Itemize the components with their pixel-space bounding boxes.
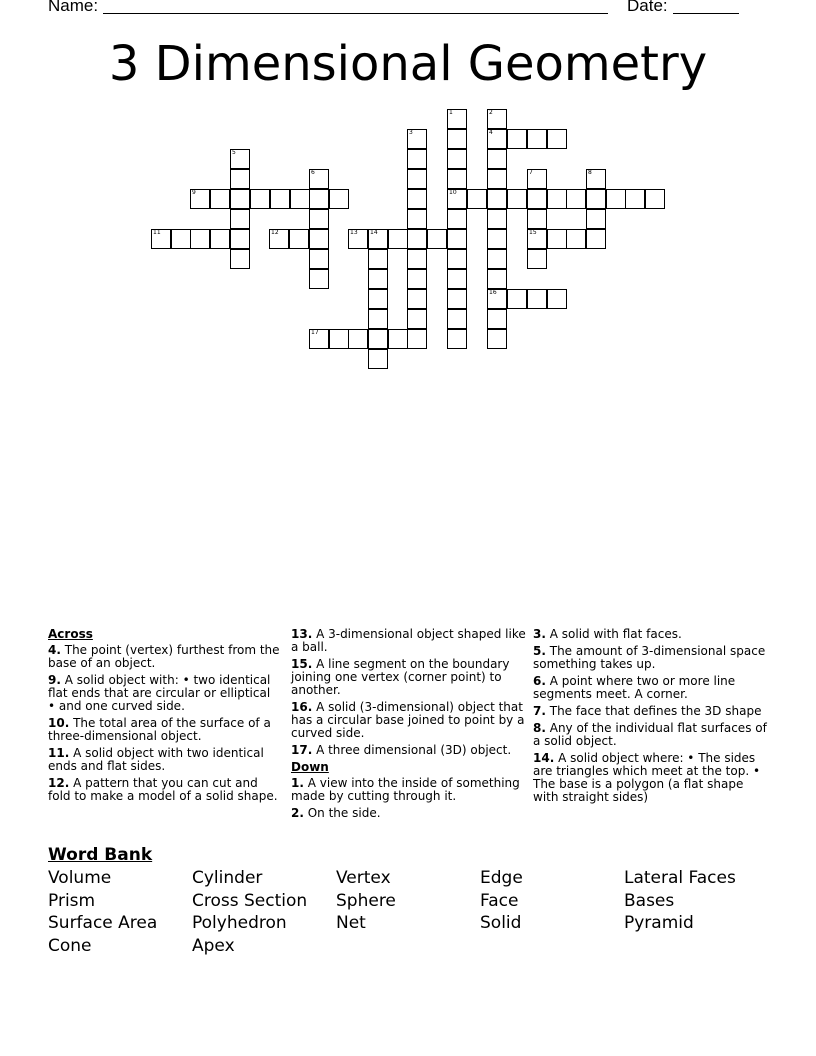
crossword-cell[interactable] [586,189,606,209]
clue-number: 17 [311,329,319,336]
across-heading: Across [48,627,93,641]
crossword-cell[interactable] [487,329,507,349]
clue-item [48,674,280,713]
word-bank-word: Pyramid [624,913,694,933]
clue-item [533,752,768,804]
crossword-cell[interactable] [309,189,329,209]
clue-number: 3. [533,627,546,641]
crossword-cell[interactable] [388,329,408,349]
crossword-cell[interactable] [487,309,507,329]
crossword-cell[interactable] [407,229,427,249]
clue-number: 14. [533,751,555,765]
clue-number: 14 [370,229,378,236]
clue-item [48,644,280,670]
clue-number: 16 [489,289,497,296]
clue-item [291,807,526,820]
crossword-cell[interactable] [527,189,547,209]
clues-column-1 [48,628,280,807]
crossword-cell[interactable] [230,169,250,189]
clue-number: 15. [291,657,313,671]
crossword-cell[interactable] [447,169,467,189]
clue-item [291,658,526,697]
clue-number: 9 [192,189,196,196]
crossword-cell[interactable] [329,329,349,349]
clue-text: On the side. [303,806,381,820]
crossword-grid [0,0,816,400]
crossword-cell[interactable] [606,189,626,209]
clue-number: 5. [533,644,546,658]
crossword-cell[interactable] [190,229,210,249]
crossword-cell[interactable] [368,249,388,269]
clue-text: A view into the inside of something made by cutting through it. [291,776,520,803]
crossword-cell[interactable] [447,289,467,309]
clue-text: A 3-dimensional object shaped like a ball. [291,627,526,654]
clue-number: 3 [409,129,413,136]
crossword-cell[interactable] [407,329,427,349]
crossword-cell[interactable] [407,149,427,169]
crossword-cell[interactable] [407,249,427,269]
crossword-cell[interactable] [507,289,527,309]
clue-item [48,747,280,773]
crossword-cell[interactable] [230,249,250,269]
clue-number: 6 [311,169,315,176]
clue-number: 2 [489,109,493,116]
crossword-cell[interactable] [309,169,329,189]
crossword-cell[interactable] [547,129,567,149]
word-bank-word: Edge [480,868,523,888]
clue-item [533,705,768,718]
crossword-cell[interactable] [487,229,507,249]
crossword-cell[interactable] [586,209,606,229]
crossword-cell[interactable] [527,249,547,269]
clue-number: 12 [271,229,279,236]
crossword-cell[interactable] [368,329,388,349]
word-bank-word: Solid [480,913,522,933]
clue-number: 17. [291,743,313,757]
crossword-cell[interactable] [407,209,427,229]
crossword-cell[interactable] [407,129,427,149]
crossword-cell[interactable] [309,209,329,229]
clue-text: The amount of 3-dimensional space something takes up. [533,644,766,671]
crossword-cell[interactable] [447,309,467,329]
crossword-cell[interactable] [586,169,606,189]
crossword-cell[interactable] [447,129,467,149]
crossword-cell[interactable] [368,349,388,369]
clue-number: 9. [48,673,61,687]
clue-text: A solid (3-dimensional) object that has a circular base joined to point by a curved side. [291,700,525,740]
crossword-cell[interactable] [230,149,250,169]
crossword-cell[interactable] [151,229,171,249]
clue-text: A solid with flat faces. [545,627,682,641]
clue-number: 7 [529,169,533,176]
crossword-cell[interactable] [507,189,527,209]
crossword-cell[interactable] [447,229,467,249]
clue-number: 10. [48,716,70,730]
clue-number: 4 [489,129,493,136]
clue-item [291,701,526,740]
down-heading: Down [291,760,329,774]
word-bank-word: Vertex [336,868,391,888]
crossword-cell[interactable] [368,309,388,329]
clue-text: A solid object with two identical ends and flat sides. [48,746,264,773]
clue-number: 10 [449,189,457,196]
crossword-cell[interactable] [447,329,467,349]
page-title: 3 Dimensional Geometry [108,36,708,92]
crossword-cell[interactable] [645,189,665,209]
clue-text: The point (vertex) furthest from the base of an object. [48,643,280,670]
crossword-cell[interactable] [230,229,250,249]
clue-item [533,628,768,641]
word-bank-word: Prism [48,890,96,911]
crossword-cell[interactable] [407,289,427,309]
clue-number: 16. [291,700,313,714]
clue-item [533,645,768,671]
clues-column-3 [533,628,768,808]
crossword-cell[interactable] [407,189,427,209]
crossword-cell[interactable] [407,309,427,329]
crossword-cell[interactable] [230,209,250,229]
name-label: Name: [48,0,99,15]
clue-number: 11 [153,229,161,236]
clue-number: 1 [449,109,453,116]
crossword-cell[interactable] [566,229,586,249]
clue-text: A pattern that you can cut and fold to make a model of a solid shape. [48,776,278,803]
crossword-cell[interactable] [487,289,507,309]
word-bank-word: Apex [192,935,235,956]
clue-item [291,628,526,654]
crossword-cell[interactable] [547,189,567,209]
date-label: Date: [627,0,668,15]
crossword-cell[interactable] [210,189,230,209]
crossword-cell[interactable] [309,269,329,289]
crossword-cell[interactable] [407,269,427,289]
crossword-cell[interactable] [388,229,408,249]
crossword-cell[interactable] [348,329,368,349]
clue-item [533,675,768,701]
clue-number: 8. [533,721,546,735]
crossword-cell[interactable] [210,229,230,249]
crossword-cell[interactable] [547,289,567,309]
crossword-cell[interactable] [527,229,547,249]
crossword-cell[interactable] [447,149,467,169]
clue-number: 7. [533,704,546,718]
crossword-cell[interactable] [487,129,507,149]
clue-item [291,777,526,803]
clues-column-2 [291,628,526,824]
word-bank-title: Word Bank [48,845,153,865]
clue-text: A three dimensional (3D) object. [312,743,512,757]
crossword-cell[interactable] [625,189,645,209]
crossword-cell[interactable] [527,129,547,149]
crossword-cell[interactable] [487,189,507,209]
clue-item [48,717,280,743]
word-bank-word: Polyhedron [192,913,287,933]
crossword-cell[interactable] [309,249,329,269]
crossword-cell[interactable] [447,249,467,269]
word-bank-word: Volume [48,868,112,888]
crossword-cell[interactable] [190,189,210,209]
word-bank-word: Sphere [336,890,396,911]
clue-text: The total area of the surface of a three-dimensional object. [48,716,271,743]
crossword-cell[interactable] [427,229,447,249]
clue-text: A solid object with: • two identical flat ends that are circular or elliptical • and one curved side. [48,673,271,713]
crossword-cell[interactable] [309,329,329,349]
crossword-cell[interactable] [329,189,349,209]
clue-text: A line segment on the boundary joining one vertex (corner point) to another. [291,657,510,697]
crossword-cell[interactable] [566,189,586,209]
crossword-cell[interactable] [447,189,467,209]
crossword-cell[interactable] [447,269,467,289]
crossword-cell[interactable] [547,229,567,249]
word-bank-word: Face [480,890,519,911]
clue-number: 15 [529,229,537,236]
crossword-cell[interactable] [586,229,606,249]
clue-number: 8 [588,169,592,176]
crossword-cell[interactable] [309,229,329,249]
clue-number: 2. [291,806,304,820]
word-bank-word: Bases [624,890,675,911]
crossword-cell[interactable] [487,109,507,129]
crossword-cell[interactable] [368,269,388,289]
crossword-cell[interactable] [230,189,250,209]
word-bank-word: Cylinder [192,868,263,888]
crossword-cell[interactable] [171,229,191,249]
crossword-cell[interactable] [348,229,368,249]
clue-number: 11. [48,746,70,760]
clue-number: 13 [350,229,358,236]
crossword-cell[interactable] [269,229,289,249]
crossword-cell[interactable] [407,169,427,189]
crossword-cell[interactable] [447,109,467,129]
clue-item [533,722,768,748]
crossword-cell[interactable] [487,149,507,169]
clue-number: 1. [291,776,304,790]
crossword-cell[interactable] [527,209,547,229]
crossword-cell[interactable] [487,209,507,229]
crossword-cell[interactable] [447,209,467,229]
word-bank-word: Lateral Faces [624,868,736,888]
word-bank-word: Surface Area [48,913,158,933]
clue-item [291,744,526,757]
crossword-cell[interactable] [290,189,310,209]
clue-number: 5 [232,149,236,156]
clue-number: 13. [291,627,313,641]
clue-number: 12. [48,776,70,790]
word-bank-word: Net [336,913,366,933]
crossword-cell[interactable] [527,169,547,189]
crossword-cell[interactable] [487,249,507,269]
clue-number: 4. [48,643,61,657]
clue-text: The face that defines the 3D shape [545,704,762,718]
clue-text: Any of the individual flat surfaces of a solid object. [533,721,767,748]
crossword-cell[interactable] [487,269,507,289]
crossword-cell[interactable] [487,169,507,189]
crossword-cell[interactable] [368,229,388,249]
crossword-cell[interactable] [527,289,547,309]
crossword-cell[interactable] [289,229,309,249]
crossword-cell[interactable] [507,129,527,149]
word-bank-word: Cone [48,935,92,956]
clue-text: A point where two or more line segments meet. A corner. [533,674,736,701]
word-bank-word: Cross Section [192,890,308,911]
clue-number: 6. [533,674,546,688]
crossword-cell[interactable] [250,189,270,209]
crossword-cell[interactable] [368,289,388,309]
crossword-cell[interactable] [467,189,487,209]
clue-text: A solid object where: • The sides are triangles which meet at the top. • The base is a polygon (a flat shape with straight sides) [533,751,761,804]
crossword-cell[interactable] [270,189,290,209]
clue-item [48,777,280,803]
